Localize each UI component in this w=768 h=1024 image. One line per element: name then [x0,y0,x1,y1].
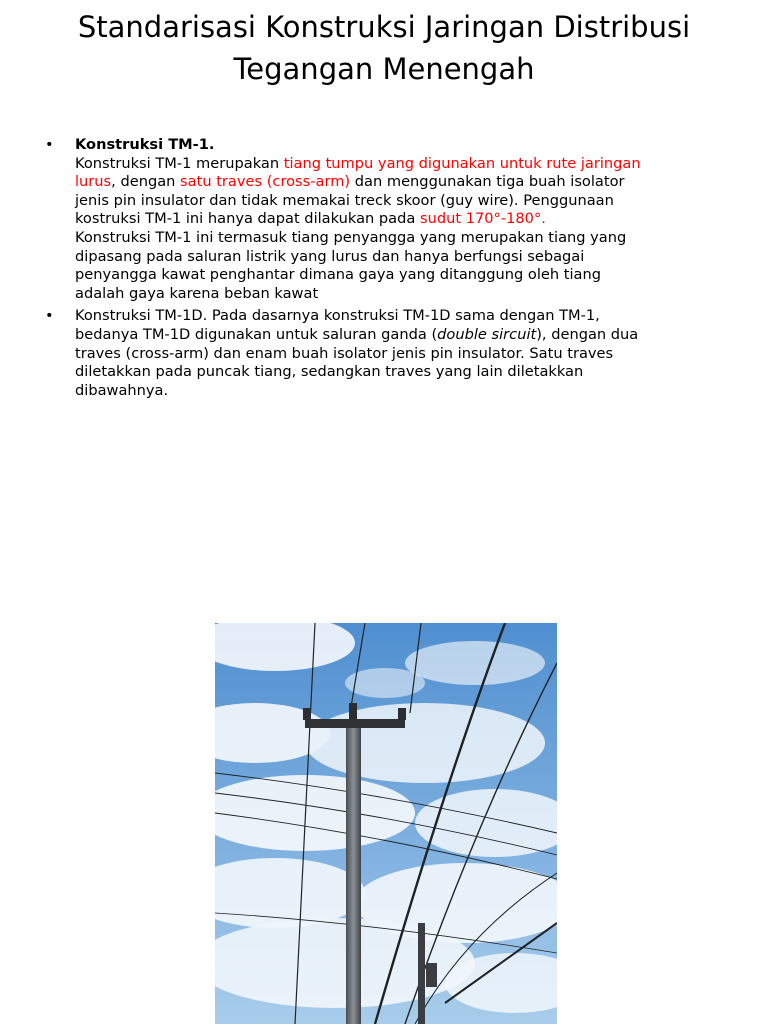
bullet-text-tm1 [75,136,655,303]
slide-title-line2: Tegangan Menengah [233,52,535,86]
text-run: Konstruksi TM-1D. Pada dasarnya konstruksi TM-1D sama dengan TM-1, bedanya TM-1D digunakan untuk saluran ganda ( [75,307,600,343]
pole-main [346,719,361,1024]
bullet-item-tm1d [45,307,655,400]
text-run: ), dengan dua traves (cross-arm) dan enam buah isolator jenis pin insulator. Satu traves diletakkan pada puncak tiang, sedangkan traves yang lain diletakkan dibawahnya. [75,325,639,399]
bullet-marker: • [45,136,54,153]
slide-body [45,136,655,404]
utility-pole-image [215,623,557,1024]
paragraph-text: Konstruksi TM-1 ini termasuk tiang penyangga yang merupakan tiang yang dipasang pada saluran listrik yang lurus dan hanya berfungsi sebagai penyangga kawat penghantar dimana gaya yang ditanggung oleh tiang adalah gaya karena beban kawat [75,228,627,302]
text-run: Konstruksi TM-1 merupakan [75,154,284,172]
bullet-marker: • [45,307,54,325]
text-run: , dengan [111,173,181,191]
text-run: dan menggunakan tiga buah isolator jenis pin insulator dan tidak memakai treck skoor (guy wire). Penggunaan kostruksi TM-1 ini hanya dapat dilakukan pada [75,173,625,228]
highlight-text: sudut 170°-180°. [419,210,546,228]
cross-arm [305,719,405,728]
highlight-text: tiang tumpu yang digunakan untuk rute jaringan lurus [75,154,641,191]
transformer-box [426,963,437,987]
bullet-text-tm1d [75,307,655,400]
utility-pole-photo [215,623,557,1024]
slide-title-line1: Standarisasi Konstruksi Jaringan Distribusi [77,10,691,44]
highlight-text: satu traves (cross-arm) [180,173,351,191]
pole-second [418,923,425,1024]
slide-title [40,6,728,90]
italic-text: double sircuit [437,325,537,343]
bullet-heading: Konstruksi TM-1. [75,136,215,153]
bullet-item-tm1 [45,136,655,303]
